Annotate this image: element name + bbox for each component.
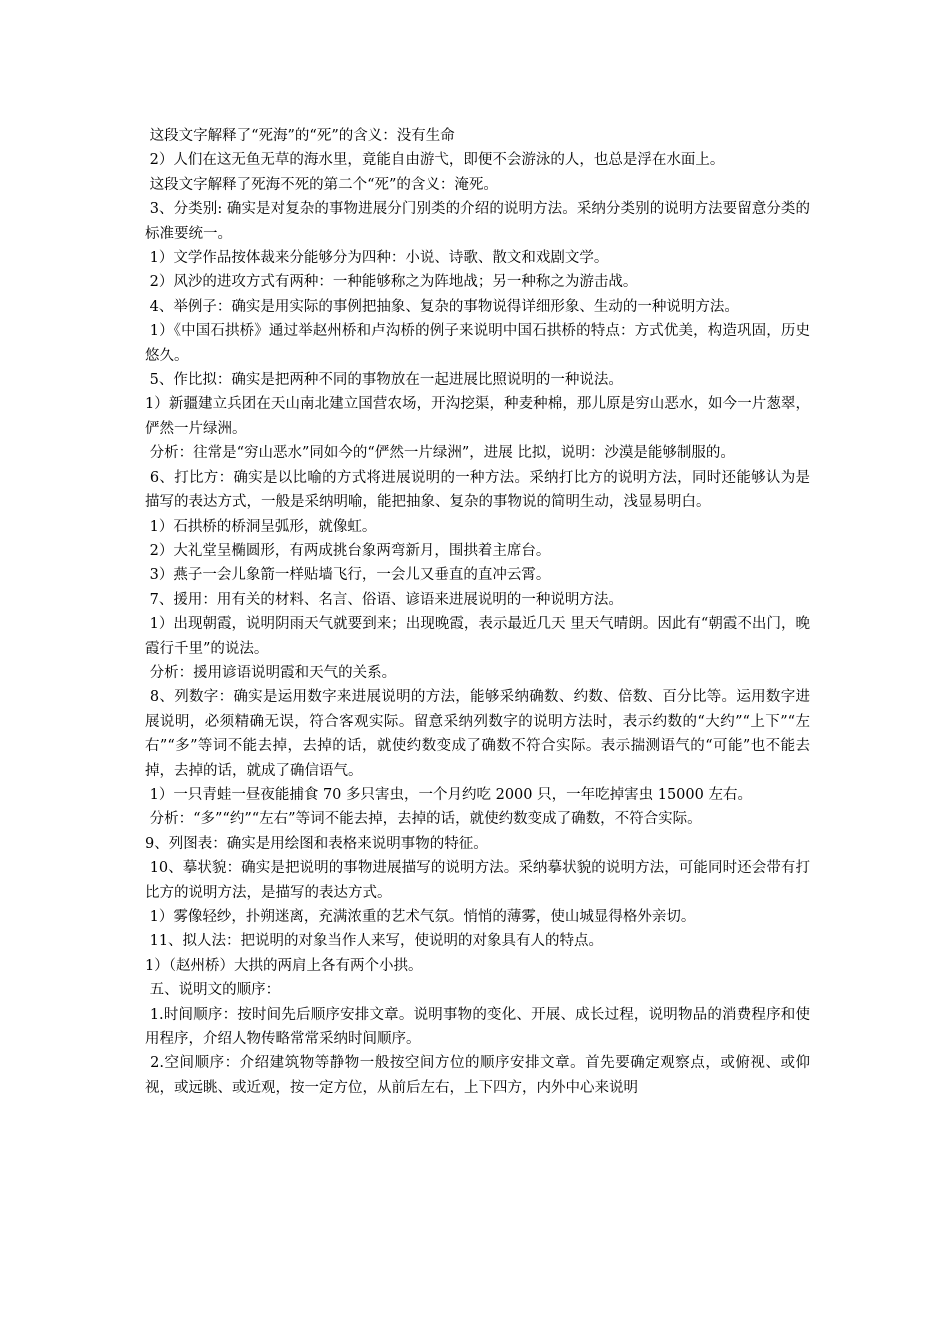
- paragraph-12: 6、打比方：确实是以比喻的方式将进展说明的一种方法。采纳打比方的说明方法，同时还能够认为是描写的表达方式，一般是采纳明喻，能把抽象、复杂的事物说的简明生动，浅显易明白。: [145, 469, 810, 511]
- paragraph-21: 分析：“多”“约”“左右”等词不能去掉，去掉的话，就使约数变成了确数，不符合实际。: [145, 811, 702, 828]
- paragraph-23: 10、摹状貌：确实是把说明的事物进展描写的说明方法。采纳摹状貌的说明方法，可能同时还会带有打比方的说明方法，是描写的表达方式。: [145, 860, 810, 901]
- paragraph-20: 1）一只青蛙一昼夜能捕食 70 多只害虫，一个月约吃 2000 只，一年吃掉害虫 15000 左右。: [145, 786, 752, 803]
- paragraph-26: 1）（赵州桥）大拱的两肩上各有两个小拱。: [145, 957, 423, 974]
- paragraph-1: 这段文字解释了“死海”的“死”的含义：没有生命: [145, 128, 455, 144]
- paragraph-29: 2.空间顺序：介绍建筑物等静物一般按空间方位的顺序安排文章。首先要确定观察点，或俯视、或仰视，或远眺、或近观，按一定方位，从前后左右，上下四方，内外中心来说明: [145, 1055, 810, 1096]
- paragraph-7: 4、举例子：确实是用实际的事例把抽象、复杂的事物说得详细形象、生动的一种说明方法。: [145, 298, 739, 315]
- paragraph-18: 分析：援用谚语说明霞和天气的关系。: [145, 664, 397, 681]
- paragraph-28: 1.时间顺序：按时间先后顺序安排文章。说明事物的变化、开展、成长过程，说明物品的消费程序和使用程序，介绍人物传略常常采纳时间顺序。: [145, 1006, 810, 1048]
- paragraph-5: 1）文学作品按体裁来分能够分为四种：小说、诗歌、散文和戏剧文学。: [145, 250, 609, 267]
- paragraph-6: 2）风沙的进攻方式有两种：一种能够称之为阵地战；另一种称之为游击战。: [145, 274, 638, 291]
- paragraph-4: 3、分类别: 确实是对复杂的事物进展分门别类的介绍的说明方法。采纳分类别的说明方法要留意分类的标准要统一。: [145, 201, 811, 242]
- paragraph-10: 1）新疆建立兵团在天山南北建立国营农场，开沟挖渠，种麦种棉，那儿原是穷山恶水，如今一片葱翠，俨然一片绿洲。: [145, 396, 810, 437]
- paragraph-13: 1）石拱桥的桥洞呈弧形，就像虹。: [145, 518, 377, 535]
- paragraph-14: 2）大礼堂呈椭圆形，有两成挑台象两弯新月，围拱着主席台。: [145, 542, 551, 559]
- paragraph-16: 7、援用：用有关的材料、名言、俗语、谚语来进展说明的一种说明方法。: [145, 591, 623, 608]
- document-page: [145, 124, 810, 1100]
- paragraph-25: 11、拟人法：把说明的对象当作人来写，使说明的对象具有人的特点。: [145, 933, 604, 950]
- paragraph-2: 2）人们在这无鱼无草的海水里，竟能自由游弋，即便不会游泳的人，也总是浮在水面上。: [145, 152, 725, 169]
- paragraph-27: 五、说明文的顺序：: [145, 982, 281, 999]
- paragraph-3: 这段文字解释了死海不死的第二个“死”的含义：淹死。: [145, 176, 498, 193]
- paragraph-11: 分析：往常是“穷山恶水”同如今的“俨然一片绿洲”，进展 比拟，说明：沙漠是能够制服的。: [145, 445, 735, 462]
- paragraph-15: 3）燕子一会儿象箭一样贴墙飞行，一会儿又垂直的直冲云霄。: [145, 567, 551, 584]
- paragraph-17: 1）出现朝霞，说明阴雨天气就要到来；出现晚霞，表示最近几天 里天气晴朗。因此有“朝霞不出门，晚霞行千里”的说法。: [145, 616, 811, 657]
- paragraph-24: 1）雾像轻纱，扑朔迷离，充满浓重的艺术气氛。悄悄的薄雾，使山城显得格外亲切。: [145, 909, 696, 925]
- paragraph-9: 5、作比拟：确实是把两种不同的事物放在一起进展比照说明的一种说法。: [145, 372, 623, 389]
- paragraph-8: 1）《中国石拱桥》通过举赵州桥和卢沟桥的例子来说明中国石拱桥的特点：方式优美，构造巩固，历史悠久。: [145, 323, 810, 364]
- paragraph-22: 9、列图表：确实是用绘图和表格来说明事物的特征。: [145, 835, 488, 852]
- paragraph-19: 8、列数字：确实是运用数字来进展说明的方法，能够采纳确数、约数、倍数、百分比等。运用数字进展说明，必须精确无误，符合客观实际。留意采纳列数字的说明方法时，表示约数的“大约”“上下”“左右”“多”等词不能去掉，去掉的话，就使约数变成了确数不符合实际。表示揣测语气的“可能”也不能去掉，去掉的话，就成了确信语气。: [145, 689, 810, 779]
